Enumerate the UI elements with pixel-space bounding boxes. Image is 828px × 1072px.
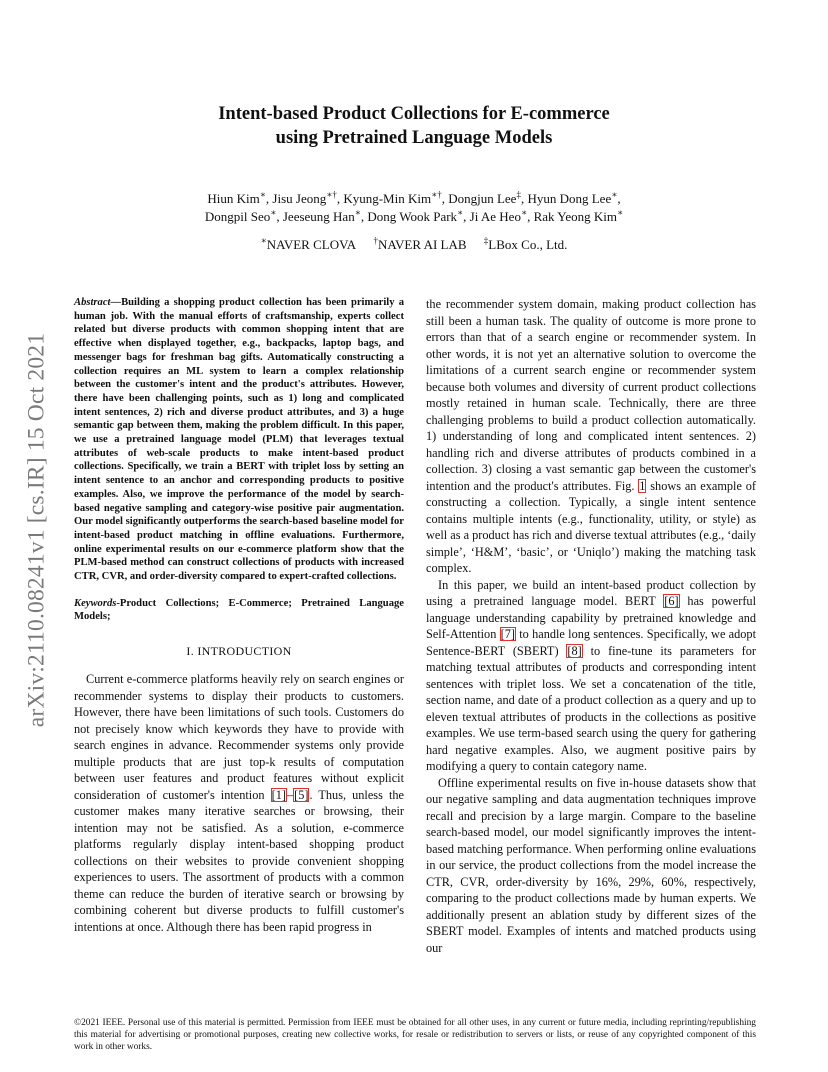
- affiliation-mark: ‡: [483, 235, 489, 246]
- author-name: Rak Yeong Kim: [533, 209, 618, 224]
- author-separator: ,: [520, 191, 528, 206]
- left-column: [74, 296, 404, 935]
- section-title-rest: NTRODUCTION: [201, 644, 292, 659]
- author-name: Dongpil Seo: [204, 209, 271, 224]
- author-separator: ,: [265, 191, 273, 206]
- keywords: [74, 597, 404, 624]
- author-separator: ,: [527, 209, 534, 224]
- author-name: Jeeseung Han: [282, 209, 355, 224]
- keywords-text: -Product Collections; E-Commerce; Pretrained Language Models;: [74, 597, 404, 623]
- author-line-2: [120, 208, 708, 226]
- author-separator: ,: [441, 191, 449, 206]
- citation-link[interactable]: [1]: [271, 787, 286, 802]
- author-affil-marks: ∗: [617, 207, 624, 218]
- citation-range-dash: –: [286, 787, 294, 802]
- section-number: I.: [186, 644, 195, 659]
- paragraph-text: shows an example of constructing a collection. Typically, a single intent sentence contains multiple intents (e.g., functionality, utility, or style) as well as a product has rich and diverse textual attributes (e.g., ‘daily simple’, ‘H&M’, ‘basic’, or ‘Uniqlo’) making the matching task complex.: [426, 478, 756, 575]
- intro-paragraph-1: [74, 671, 404, 935]
- section-title-initial: I: [197, 644, 202, 659]
- author-affil-marks: ∗: [611, 189, 618, 200]
- author-name: Hiun Kim: [207, 191, 260, 206]
- abstract-text: —Building a shopping product collection has been primarily a human job. With the manual efforts of craftsmanship, experts collect related but diverse products with common shopping intent that are effective when displayed together, e.g., backpacks, laptop bags, and messenger bags for freshman bag gifts. Automatically constructing a collection requires an ML system to learn a complex relationship between the customer's intent and the product's attributes. However, there have been challenging points, such as 1) long and complicated intent sentences, 2) rich and diverse product attributes, and 3) a huge semantic gap between them, making the problem difficult. In this paper, we use a pretrained language model (PLM) that leverages textual attributes of web-scale products to make intent-based product collections. Specifically, we train a BERT with triplet loss by setting an intent sentence to an anchor and corresponding products to positive examples. Also, we improve the performance of the model by search-based negative sampling and category-wise positive pair augmentation. Our model significantly outperforms the search-based baseline model for intent-based product matching in offline evaluations. Furthermore, online experimental results on our e-commerce platform show that the PLM-based method can construct collections of products with increased CTR, CVR, and order-diversity compared to expert-crafted collections.: [74, 297, 404, 583]
- intro-paragraph-3: Offline experimental results on five in-house datasets show that our negative sampling and data augmentation techniques improve recall and precision by a large margin. Compare to the baseline search-based model, our model significantly improves the intent-based matching performance. When performing online evaluations in our service, the product collections from the model increase the CTR, CVR, order-diversity by 16%, 29%, 60%, respectively, comparing to the product collections made by human experts. We additionally present an ablation study by different sizes of the SBERT model. Examples of intents and matched products using our: [426, 775, 756, 955]
- author-separator: ,: [360, 209, 368, 224]
- author-affil-marks: ∗: [354, 207, 361, 218]
- paragraph-text: to handle long sentences. Specifically, we adopt Sentence-BERT (SBERT): [426, 627, 756, 658]
- author-affil-marks: ∗: [270, 207, 277, 218]
- author-separator: ,: [617, 191, 621, 206]
- abstract-label: Abstract: [74, 297, 111, 308]
- citation-link[interactable]: [8]: [567, 643, 582, 658]
- author-affil-marks: ∗†: [326, 189, 337, 200]
- title-line-2: using Pretrained Language Models: [275, 128, 553, 148]
- author-line-1: [120, 190, 708, 208]
- paragraph-text: has powerful language understanding capability by pretrained knowledge and Self-Attention: [426, 594, 756, 641]
- author-name: Hyun Dong Lee: [527, 191, 612, 206]
- title-line-1: Intent-based Product Collections for E-commerce: [218, 104, 610, 124]
- arxiv-stamp: [22, 300, 52, 760]
- paragraph-text: to fine-tune its parameters for matching textual attributes of products and corresponding intent sentences with triplet loss. We set a concatenation of the title, section name, and date of a product collection as a query and up to eleven textual attributes of products in the collections as positive examples. We use term-based search using the query for gathering hard negative examples. Also, we augment positive pairs by modifying a query to contain category name.: [426, 643, 756, 773]
- paragraph-text: In this paper, we build an intent-based product collection by using a pretrained language model. BERT: [426, 577, 756, 608]
- affiliation-mark: †: [373, 235, 378, 246]
- affiliation-item: [484, 237, 568, 252]
- abstract: [74, 296, 404, 584]
- arxiv-identifier[interactable]: arXiv:2110.08241v1 [cs.IR] 15 Oct 2021: [23, 332, 50, 728]
- author-list: [120, 190, 708, 226]
- affiliation-item: [373, 237, 466, 252]
- author-separator: ,: [463, 209, 470, 224]
- copyright-notice: ©2021 IEEE. Personal use of this material is permitted. Permission from IEEE must be obtained for all other uses, in any current or future media, including reprinting/republishing this material for advertising or promotional purposes, creating new collective works, for resale or redistribution to servers or lists, or reuse of any copyrighted component of this work in other works.: [74, 1018, 756, 1053]
- author-name: Jisu Jeong: [272, 191, 327, 206]
- citation-link[interactable]: [7]: [500, 627, 515, 641]
- author-name: Dong Wook Park: [367, 209, 458, 224]
- right-column: [426, 296, 756, 956]
- citation-link[interactable]: [5]: [294, 787, 309, 802]
- author-separator: ,: [336, 191, 344, 206]
- affiliation-name: LBox Co., Ltd.: [488, 237, 568, 252]
- affiliation-name: NAVER CLOVA: [266, 237, 357, 252]
- citation-link[interactable]: [6]: [664, 594, 679, 608]
- author-affil-marks: ‡: [516, 189, 521, 200]
- affiliation-item: [261, 237, 357, 252]
- affiliation-name: NAVER AI LAB: [377, 237, 467, 252]
- author-affil-marks: ∗: [457, 207, 464, 218]
- paragraph-text: Current e-commerce platforms heavily rely on search engines or recommender systems to display their products to customers. However, there have been limitations of such tools. Customers do not precisely know which keywords they have to provide with search engines in advance. Recommender systems only provide multiple products that are just top-k results of computation between user features and product features without explicit consideration of customer's intention: [74, 672, 404, 802]
- keywords-label: Keywords: [74, 597, 117, 609]
- section-heading-introduction: [74, 644, 404, 659]
- author-affil-marks: ∗: [259, 189, 266, 200]
- affiliation-mark: ∗: [260, 235, 267, 246]
- figure-reference-link[interactable]: 1: [639, 478, 646, 493]
- author-name: Ji Ae Heo: [469, 209, 521, 224]
- paragraph-text: the recommender system domain, making product collection has still been a human task. The quality of outcome is more prone to errors than that of a search engine or recommender system. In other words, it is not yet an alternative solution to overcome the limitations of a current search engine or recommender system because both volumes and diversity of current product collections mostly retained in human scale. Technically, there are three challenging problems to build a product collection automatically. 1) understanding of long and complicated intent sentences. 2) handling rich and diverse attributes of products combined in a collection. 3) closing a vast semantic gap between the customer's intention and the product's attributes. Fig.: [426, 297, 756, 493]
- author-name: Kyung-Min Kim: [343, 191, 432, 206]
- author-affil-marks: ∗: [520, 207, 528, 218]
- author-affil-marks: ∗†: [431, 189, 442, 200]
- intro-paragraph-2: [426, 577, 756, 775]
- affiliations: [120, 236, 708, 254]
- author-name: Dongjun Lee: [448, 191, 517, 206]
- paragraph-text: . Thus, unless the customer makes many iterative searches or browsing, their intention may not be satisfied. As a solution, e-commerce platforms regularly display intent-based shopping product collections on their websites to provide convenient shopping experiences to users. The assortment of products with a common theme can reduce the burden of iterative search or browsing by combining coherent but diverse products to fulfill customer's intentions at once. Although there has been rapid progress in: [74, 787, 404, 934]
- paper-title: [120, 102, 708, 150]
- intro-paragraph-1-continued: [426, 296, 756, 577]
- author-separator: ,: [276, 209, 283, 224]
